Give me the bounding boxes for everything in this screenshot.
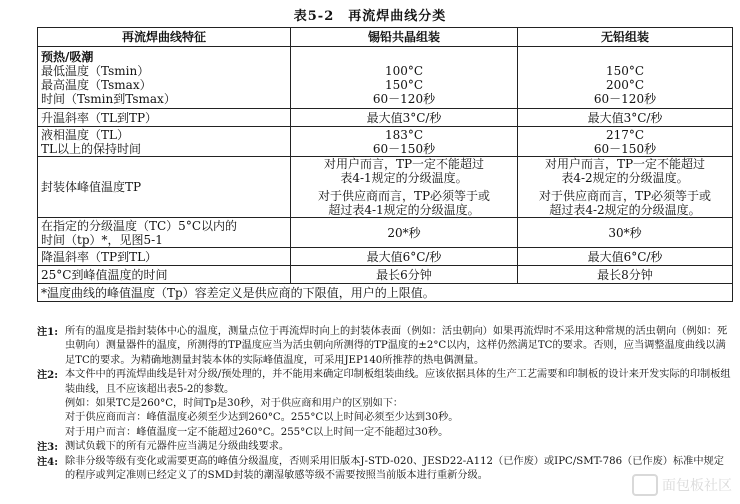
cell-line: 20*秒 [387, 225, 421, 240]
cell-line: 时间（tp）*，见图5-1 [41, 232, 163, 247]
header-snpb: 锡铅共晶组装 [291, 28, 518, 47]
cell-line [294, 50, 514, 64]
cell-line: 表4-2规定的分级温度。 [561, 171, 689, 185]
table-cell [38, 218, 291, 248]
cell-line [521, 50, 729, 64]
cell-line: 最大值6°C/秒 [366, 249, 442, 264]
note-item [37, 368, 733, 397]
note-item [37, 426, 733, 440]
cell-line: 60－150秒 [372, 141, 436, 156]
note-label: 注4: [37, 455, 59, 468]
cell-line: 对用户而言，TP一定不能超过 [544, 157, 706, 171]
table-cell [38, 157, 291, 218]
table-cell [291, 127, 518, 157]
table-cell [291, 47, 518, 109]
cell-line: 超过表4-1规定的分级温度。 [328, 203, 480, 217]
cell-line: 液相温度（TL） [41, 127, 129, 142]
table-cell [38, 109, 291, 127]
table-row [38, 248, 733, 266]
table-cell [518, 157, 733, 218]
cell-line: 表4-1规定的分级温度。 [340, 171, 468, 185]
table-cell [291, 109, 518, 127]
table-header-row [38, 28, 733, 47]
cell-line: 对于供应商而言，TP必须等于或 [317, 189, 491, 203]
note-item [37, 455, 733, 484]
table-row [38, 109, 733, 127]
note-item [37, 325, 733, 368]
cell-line: 最大值3°C/秒 [366, 110, 442, 125]
note-text: 对于用户而言：峰值温度一定不能超过260°C。255°C以上时间一定不能超过30秒。 [65, 426, 449, 438]
table-footnote: *温度曲线的峰值温度（Tp）容差定义是供应商的下限值，用户的上限值。 [38, 284, 733, 302]
cell-line: 在指定的分级温度（TC）5°C以内的 [41, 218, 238, 233]
table-cell [518, 266, 733, 284]
note-label [37, 411, 65, 425]
cell-line: 217°C [605, 127, 645, 142]
note-label [37, 397, 65, 411]
note-label: 注2: [37, 369, 59, 382]
cell-line: TL以上的保持时间 [41, 141, 141, 156]
table-row [38, 127, 733, 157]
cell-line: 最大值6°C/秒 [587, 249, 663, 264]
table-cell [518, 218, 733, 248]
table-cell [291, 218, 518, 248]
table-cell [518, 248, 733, 266]
note-label: 注3: [37, 441, 59, 454]
table-cell [38, 127, 291, 157]
note-text: 本文件中的再流焊曲线是针对分级/预处理的，并不能用来确定印制板组装曲线。应该依据具体的生产工艺需要和印制板的设计来开发实际的印制板组装曲线，且不应该超出表5-2的参数。 [65, 369, 731, 395]
reflow-profile-table [37, 27, 733, 302]
cell-line: 最高温度（Tsmax） [41, 77, 152, 92]
cell-line: 最低温度（Tsmin） [41, 63, 150, 78]
table-cell [38, 47, 291, 109]
cell-line: 预热/吸潮 [41, 49, 94, 64]
header-feature: 再流焊曲线特征 [38, 28, 291, 47]
cell-line: 60－120秒 [593, 91, 657, 106]
note-text: 测试负载下的所有元器件应当满足分级曲线要求。 [65, 441, 290, 453]
watermark-text: 面包板社区 [662, 478, 732, 494]
cell-line: 60－150秒 [593, 141, 657, 156]
table-cell [38, 266, 291, 284]
table-row [38, 266, 733, 284]
table-row [38, 47, 733, 109]
note-label: 注1: [37, 326, 59, 338]
cell-line: 25°C到峰值温度的时间 [41, 267, 168, 282]
note-item [37, 440, 733, 454]
table-cell [291, 266, 518, 284]
cell-line: 时间（Tsmin到Tsmax） [41, 91, 176, 106]
cell-line: 对用户而言，TP一定不能超过 [323, 157, 485, 171]
note-text: 对于供应商而言：峰值温度必须至少达到260°C。255°C以上时间必须至少达到30秒。 [65, 412, 459, 424]
cell-line: 封装体峰值温度TP [41, 180, 142, 194]
cell-line: 最大值3°C/秒 [587, 110, 663, 125]
watermark [632, 474, 732, 496]
table-cell [38, 248, 291, 266]
cell-line: 最长8分钟 [597, 267, 653, 282]
note-text: 例如：如果TC是260°C，时间Tp是30秒，对于供应商和用户的区别如下： [65, 398, 404, 410]
cell-line: 最长6分钟 [376, 267, 432, 282]
cell-line: 100°C [384, 63, 424, 78]
note-text: 除非分级等级有变化或需要更高的峰值分级温度，否则采用旧版本J-STD-020、JESD22-A112（已作废）或IPC/SMT-786（已作废）标准中规定的程序或判定准则已经定义了的SMD封装的潮湿敏感等级不需要按照当前版本进行重新分级。 [65, 455, 724, 482]
cell-line: 30*秒 [608, 225, 642, 240]
table-row [38, 218, 733, 248]
note-item [37, 411, 733, 425]
note-text: 所有的温度是指封装体中心的温度，测量点位于再流焊时向上的封装体表面（例如：活虫朝向）如果再流焊时不采用这种常规的活虫朝向（例如：死虫朝向）测量器件的温度，所测得的TP温度应当为活虫朝向所测得的TP温度的±2°C以内，这样仍然满足TC的要求。否则，应当调整温度曲线以满足TC的要求。为精确地测量封装本体的实际峰值温度，可采用JEP140所推荐的热电偶测量。 [65, 326, 728, 366]
watermark-icon [632, 474, 658, 496]
notes-section [37, 325, 733, 483]
table-row [38, 157, 733, 218]
cell-line: 150°C [605, 63, 645, 78]
cell-line: 150°C [384, 77, 424, 92]
table-cell [518, 109, 733, 127]
cell-line: 60－120秒 [372, 91, 436, 106]
note-label [37, 426, 65, 440]
table-cell [518, 47, 733, 109]
note-item [37, 397, 733, 411]
table-cell [291, 157, 518, 218]
cell-line: 183°C [384, 127, 424, 142]
cell-line: 降温斜率（TP到TL） [41, 249, 158, 264]
table-cell [518, 127, 733, 157]
cell-line: 200°C [605, 77, 645, 92]
cell-line: 超过表4-2规定的分级温度。 [549, 203, 701, 217]
cell-line: 升温斜率（TL到TP） [41, 110, 158, 125]
table-cell [291, 248, 518, 266]
cell-line: 对于供应商而言，TP必须等于或 [538, 189, 712, 203]
table-title: 表5-2 再流焊曲线分类 [293, 9, 447, 24]
header-pbfree: 无铅组装 [518, 28, 733, 47]
